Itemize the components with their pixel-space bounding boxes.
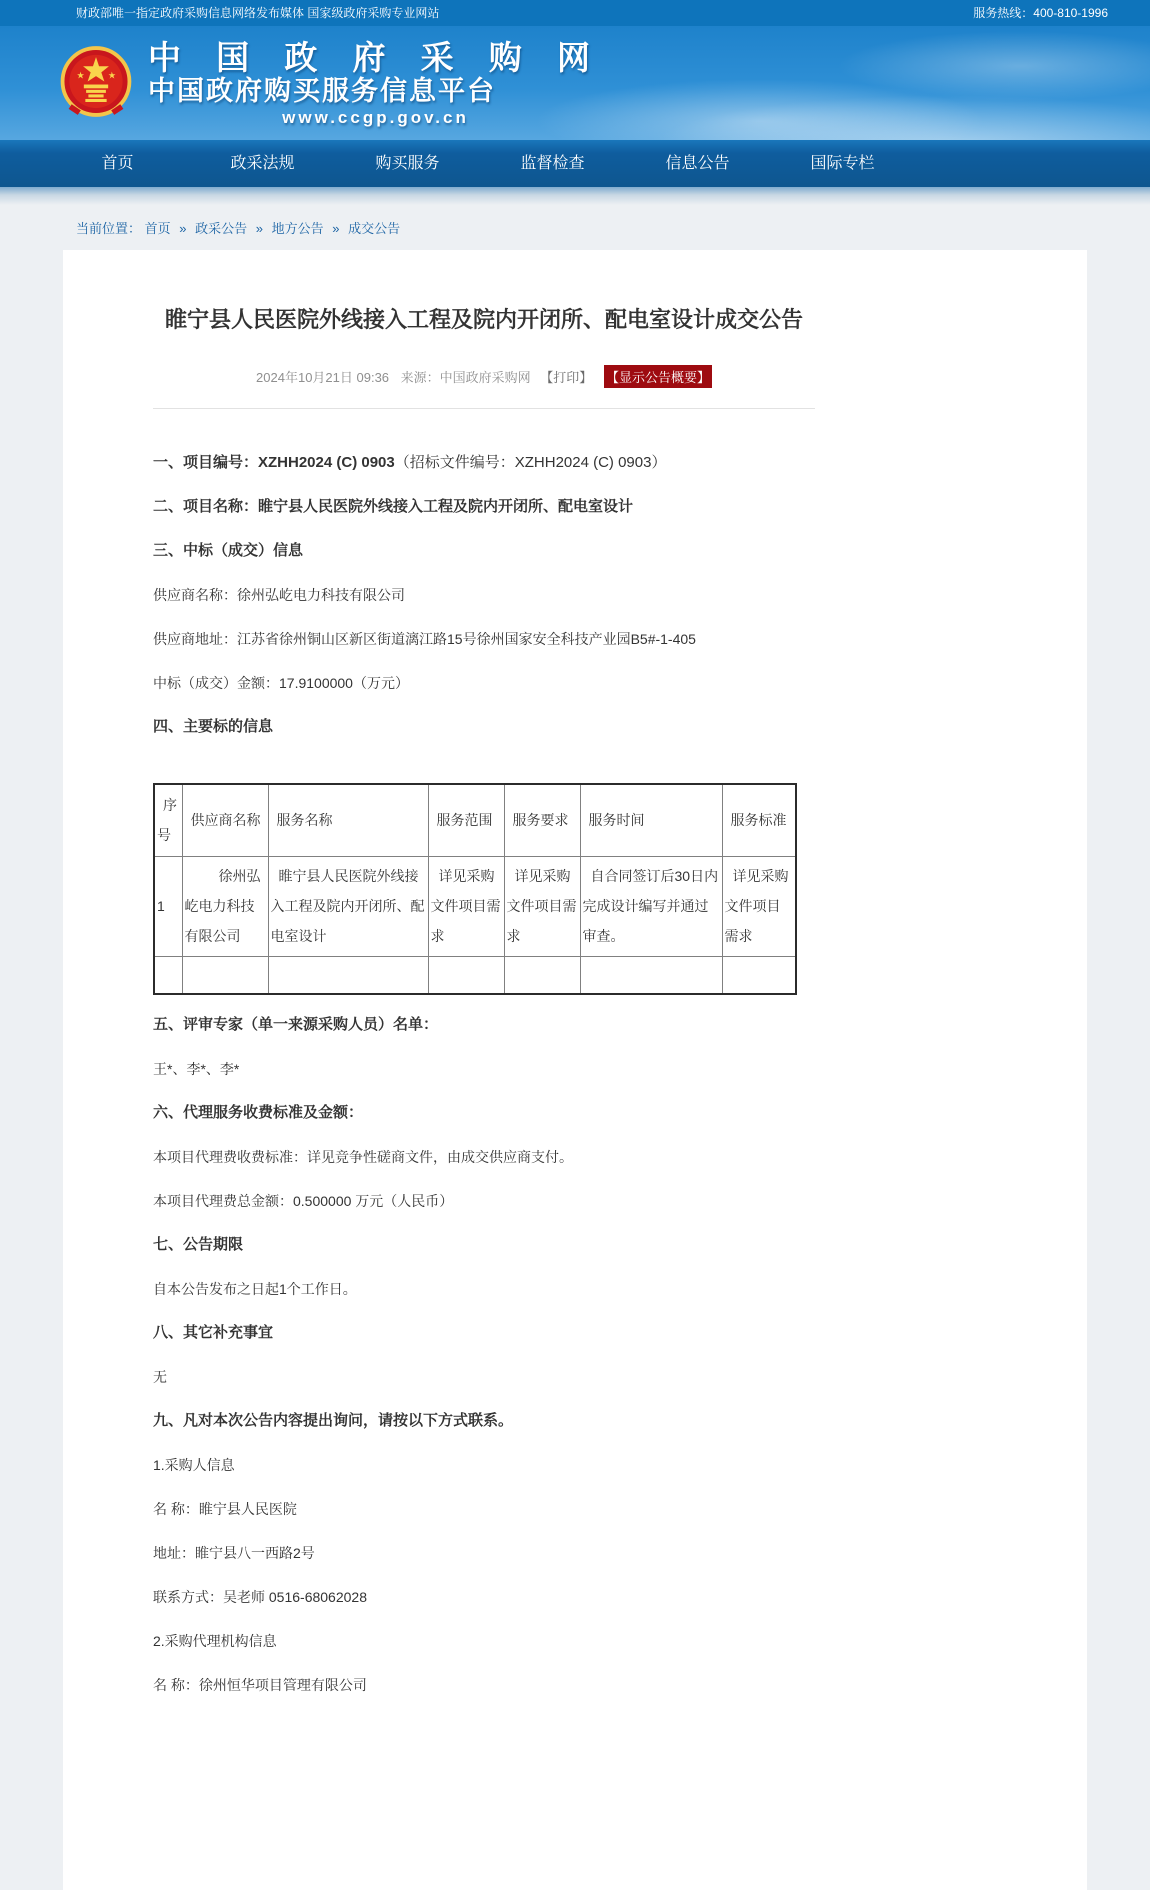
publish-datetime: 2024年10月21日 09:36 (256, 370, 390, 385)
award-amount-line: 中标（成交）金额：17.9100000（万元） (153, 675, 409, 691)
purchaser-name: 名 称：睢宁县人民医院 (153, 1501, 297, 1517)
cell-service-name: 睢宁县人民医院外线接入工程及院内开闭所、配电室设计 (268, 856, 428, 956)
top-utility-bar (0, 0, 1150, 26)
col-header-service-scope: 服务范围 (428, 784, 504, 856)
section-project-name: 二、项目名称：睢宁县人民医院外线接入工程及院内开闭所、配电室设计 (153, 498, 634, 515)
nav-item-supervision[interactable]: 监督检查 (520, 155, 585, 172)
site-url: www.ccgp.gov.cn (282, 107, 469, 127)
section-project-number: 一、项目编号：XZHH2024 (C) 0903（招标文件编号：XZHH2024 (C) 0903） (153, 454, 667, 471)
section-contact-heading: 九、凡对本次公告内容提出询问，请按以下方式联系。 (153, 1412, 514, 1429)
breadcrumb-home[interactable]: 首页 (144, 221, 171, 236)
col-header-service-time: 服务时间 (580, 784, 722, 856)
article-content (153, 305, 815, 1695)
site-banner (0, 26, 1150, 140)
purchaser-info-label: 1.采购人信息 (153, 1457, 235, 1473)
nav-fade-strip (0, 187, 1150, 205)
site-subtitle: 中国政府购买服务信息平台 (148, 75, 496, 106)
breadcrumb-label: 当前位置： (76, 221, 142, 236)
col-header-service-name: 服务名称 (268, 784, 428, 856)
agency-name: 名 称：徐州恒华项目管理有限公司 (153, 1677, 367, 1693)
page-title: 睢宁县人民医院外线接入工程及院内开闭所、配电室设计成交公告 (164, 307, 803, 332)
cell-supplier: 徐州弘屹电力科技有限公司 (182, 856, 268, 956)
nav-item-international[interactable]: 国际专栏 (810, 155, 875, 172)
col-header-no: 序号 (154, 784, 182, 856)
site-name: 中 国 政 府 采 购 网 (148, 38, 604, 76)
supplier-address-line: 供应商地址：江苏省徐州铜山区新区街道漓江路15号徐州国家安全科技产业园B5#-1-405 (153, 631, 696, 647)
cell-service-require: 详见采购文件项目需求 (504, 856, 580, 956)
col-header-service-standard: 服务标准 (722, 784, 796, 856)
site-logo-text (148, 39, 603, 128)
cell-no: 1 (154, 856, 182, 956)
announcement-period: 自本公告发布之日起1个工作日。 (153, 1281, 357, 1297)
national-emblem-icon (58, 45, 134, 121)
agency-fee-total: 本项目代理费总金额：0.500000 万元（人民币） (153, 1193, 454, 1209)
agency-fee-standard: 本项目代理费收费标准：详见竞争性磋商文件，由成交供应商支付。 (153, 1149, 573, 1165)
service-hotline: 服务热线：400-810-1996 (973, 6, 1108, 20)
breadcrumb-award-announcements[interactable]: 成交公告 (348, 221, 401, 236)
section-experts-heading: 五、评审专家（单一来源采购人员）名单： (153, 1016, 439, 1033)
breadcrumb (0, 205, 1150, 250)
table-row-empty (154, 956, 796, 994)
section-other-notes-heading: 八、其它补充事宜 (153, 1324, 274, 1341)
agency-info-label: 2.采购代理机构信息 (153, 1633, 277, 1649)
breadcrumb-separator: » (179, 221, 187, 236)
purchaser-contact: 联系方式：吴老师 0516-68062028 (153, 1589, 367, 1605)
print-button[interactable]: 【打印】 (540, 370, 593, 385)
article-meta (153, 365, 815, 388)
main-nav (0, 140, 1150, 187)
nav-item-regulations[interactable]: 政采法规 (230, 155, 295, 172)
article-source: 来源：中国政府采购网 (400, 370, 531, 385)
breadcrumb-separator: » (255, 221, 264, 236)
breadcrumb-local-announcements[interactable]: 地方公告 (271, 221, 324, 236)
cell-service-standard: 详见采购文件项目需求 (722, 856, 796, 956)
section-award-info-heading: 三、中标（成交）信息 (153, 542, 304, 559)
nav-item-home[interactable]: 首页 (101, 155, 134, 172)
nav-item-purchase-services[interactable]: 购买服务 (375, 155, 440, 172)
nav-item-announcements[interactable]: 信息公告 (665, 155, 730, 172)
experts-names: 王*、李*、李* (153, 1061, 240, 1077)
article-card (63, 250, 1087, 1890)
breadcrumb-separator: » (332, 221, 340, 236)
supplier-name-line: 供应商名称：徐州弘屹电力科技有限公司 (153, 587, 405, 603)
col-header-service-require: 服务要求 (504, 784, 580, 856)
cell-service-time: 自合同签订后30日内完成设计编写并通过审查。 (580, 856, 722, 956)
breadcrumb-gov-announcements[interactable]: 政采公告 (195, 221, 248, 236)
section-announcement-period-heading: 七、公告期限 (153, 1236, 244, 1253)
section-main-subject-heading: 四、主要标的信息 (153, 718, 274, 735)
section-agency-fee-heading: 六、代理服务收费标准及金额： (153, 1104, 364, 1121)
award-subject-table (153, 783, 797, 995)
other-notes: 无 (153, 1369, 167, 1385)
col-header-supplier: 供应商名称 (182, 784, 268, 856)
cell-service-scope: 详见采购文件项目需求 (428, 856, 504, 956)
table-row (154, 856, 796, 956)
show-summary-button[interactable]: 【显示公告概要】 (604, 365, 712, 388)
site-slogan: 财政部唯一指定政府采购信息网络发布媒体 国家级政府采购专业网站 (76, 6, 440, 20)
meta-divider (153, 408, 815, 409)
purchaser-address: 地址：睢宁县八一西路2号 (153, 1545, 315, 1561)
table-header-row (154, 784, 796, 856)
